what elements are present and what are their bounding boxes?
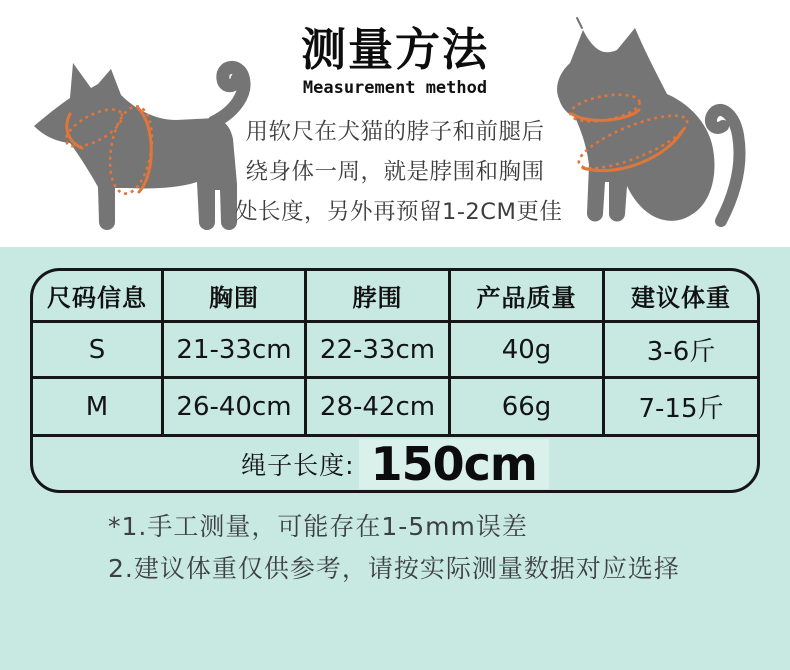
rope-length-value: 150cm [359,439,549,489]
header-suggested-weight: 建议体重 [631,284,731,312]
cell-suggest: 7-15斤 [638,394,724,424]
dog-body [34,63,237,230]
description-line: 处长度，另外再预留1-2CM更佳 [235,199,563,225]
cat-ear-tuft [577,18,582,28]
description-line: 用软尺在犬猫的脖子和前腿后 [245,119,545,145]
header-chest-girth: 胸围 [164,271,307,320]
page-title: 测量方法 [300,23,489,76]
cell-neck: 22-33cm [307,323,451,376]
header-size-info: 尺码信息 [33,271,164,320]
table-row-size-s [33,323,757,379]
measure-description [235,112,563,232]
cell-suggest: 3-6斤 [646,337,716,367]
page-subtitle: Measurement method [302,78,488,98]
header-product-weight: 产品质量 [451,271,605,320]
header-neck-girth: 脖围 [307,271,451,320]
cell-chest: 26-40cm [164,379,307,434]
table-row-size-m [33,379,757,437]
rope-length-row [33,437,757,490]
dog-silhouette-image [18,38,263,243]
description-line: 绕身体一周，就是脖围和胸围 [245,159,545,185]
rope-length-label: 绳子长度: [241,450,355,480]
footnotes [108,506,680,590]
size-table-header-row [33,271,757,323]
measurement-method-section [0,0,790,247]
cell-weight: 40g [451,323,605,376]
footnote-weight-reference: 2.建议体重仅供参考，请按实际测量数据对应选择 [108,554,680,583]
footnote-measure-tolerance: *1.手工测量，可能存在1-5mm误差 [108,512,528,541]
header-text-block [235,23,563,232]
cell-neck: 28-42cm [307,379,451,434]
size-table [30,268,760,493]
size-info-section [0,247,790,670]
cell-size: S [33,323,164,376]
cell-weight: 66g [451,379,605,434]
cell-size: M [33,379,164,434]
cell-chest: 21-33cm [164,323,307,376]
cat-tail [711,110,740,221]
cat-silhouette-image [525,16,775,244]
